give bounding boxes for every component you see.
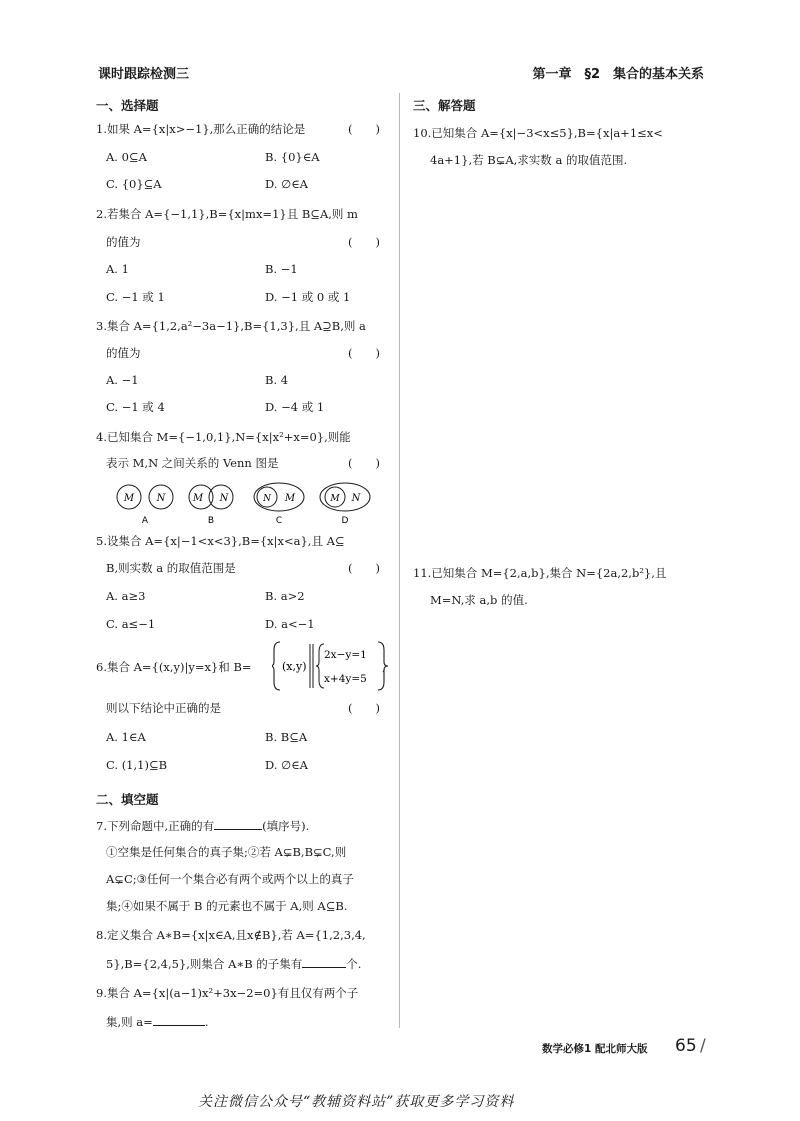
q7-stem [96,818,309,833]
venn-c-caption: C [275,516,283,526]
q6-stem: 6.集合 A={(x,y)|y=x}和 B= [96,660,252,674]
q8-line2 [106,956,361,971]
venn-b-m-label: M [192,493,204,504]
venn-a-caption: A [141,516,149,526]
book-label: 数学必修1 配北师大版 [542,1043,648,1055]
chapter-title: 第一章 §2 集合的基本关系 [532,67,704,82]
q4-answer-paren: ( ) [348,456,380,470]
page-slash: / [700,1036,706,1056]
venn-d-caption: D [341,516,349,526]
venn-c-m-label: M [284,493,296,504]
q9-line1: 9.集合 A={x|(a−1)x²+3x−2=0}有且仅有两个子 [96,986,359,1000]
q9-line2-suffix: . [204,1015,209,1029]
q6-option-b: B. B⊆A [265,730,308,744]
q5-stem: 5.设集合 A={x|−1<x<3},B={x|x<a},且 A⊆ [96,534,345,548]
q11-line1: 11.已知集合 M={2,a,b},集合 N={2a,2,b²},且 [413,566,667,580]
venn-option-b [189,485,233,526]
column-divider [399,93,400,1028]
q1-option-c: C. {0}⊆A [106,177,162,191]
q3-option-c: C. −1 或 4 [106,400,165,414]
q5-option-b: B. a>2 [265,589,305,603]
q9-line2 [106,1014,208,1029]
q3-stem: 3.集合 A={1,2,a²−3a−1},B={1,3},且 A⊇B,则 a [96,319,366,333]
venn-b-caption: B [207,516,215,526]
q6-eq1: 2x−y=1 [324,649,367,661]
venn-option-c [254,483,304,526]
q6-set-b-notation [272,640,390,692]
q2-option-b: B. −1 [265,262,298,276]
q7-line1: ①空集是任何集合的真子集;②若 A⊊B,B⊊C,则 [106,845,347,859]
q6-option-c: C. (1,1)⊆B [106,758,168,772]
venn-a-m-label: M [123,493,135,504]
q3-answer-paren: ( ) [348,346,380,360]
q1-option-d: D. ∅∈A [265,177,308,191]
q3-option-a: A. −1 [106,373,139,387]
q6-option-d: D. ∅∈A [265,758,308,772]
venn-c-n-label: N [263,494,271,504]
venn-a-n-label: N [156,493,166,504]
q7-stem-suffix: (填序号). [262,819,310,833]
q10-line2: 4a+1},若 B⊊A,求实数 a 的取值范围. [430,153,628,167]
q1-option-b: B. {0}∈A [265,150,320,164]
q2-answer-paren: ( ) [348,235,380,249]
q5-option-c: C. a≤−1 [106,617,156,631]
q3-option-b: B. 4 [265,373,289,387]
q5-option-a: A. a≥3 [106,589,146,603]
q3-option-d: D. −4 或 1 [265,400,325,414]
q5-stem-cont: B,则实数 a 的取值范围是 [106,561,236,575]
q8-answer-blank[interactable] [302,956,346,968]
q10-line1: 10.已知集合 A={x|−3<x≤5},B={x|a+1≤x< [413,126,663,140]
venn-option-d [320,483,370,526]
q5-answer-paren: ( ) [348,561,380,575]
venn-option-a [117,485,173,526]
q6-eq2: x+4y=5 [324,673,367,685]
q9-line2-text: 集,则 a= [106,1015,153,1029]
q6-setb-elem: (x,y) [282,660,307,673]
venn-b-n-label: N [219,493,229,504]
q2-option-c: C. −1 或 1 [106,290,165,304]
page-number: 65 [675,1036,697,1056]
q11-line2: M=N,求 a,b 的值. [430,593,528,607]
q2-option-a: A. 1 [106,262,129,276]
q6-stem-cont: 则以下结论中正确的是 [106,701,221,715]
q8-line2-suffix: 个. [346,957,362,971]
section-fill-heading: 二、填空题 [96,792,159,807]
q7-line2: A⊊C;③任何一个集合必有两个或两个以上的真子 [106,872,354,886]
q3-stem-cont: 的值为 [106,346,141,360]
q2-option-d: D. −1 或 0 或 1 [265,290,351,304]
q7-line3: 集;④如果不属于 B 的元素也不属于 A,则 A⊆B. [106,899,348,913]
q1-option-a: A. 0⊆A [106,150,147,164]
venn-d-m-label: M [330,494,340,504]
q1-stem: 1.如果 A={x|x>−1},那么正确的结论是 [96,122,306,136]
q7-stem-text: 7.下列命题中,正确的有 [96,819,215,833]
q1-answer-paren: ( ) [348,122,380,136]
q5-option-d: D. a<−1 [265,617,315,631]
q4-stem-cont: 表示 M,N 之间关系的 Venn 图是 [106,456,279,470]
venn-diagrams [100,478,390,528]
q2-stem: 2.若集合 A={−1,1},B={x|mx=1}且 B⊆A,则 m [96,207,358,221]
lesson-title: 课时跟踪检测三 [98,67,190,82]
q6-answer-paren: ( ) [348,701,380,715]
q7-answer-blank[interactable] [214,818,262,830]
q2-stem-cont: 的值为 [106,235,141,249]
q8-line1: 8.定义集合 A∗B={x|x∈A,且x∉B},若 A={1,2,3,4, [96,928,366,942]
q8-line2-text: 5},B={2,4,5},则集合 A∗B 的子集有 [106,957,303,971]
footer-watermark-note: 关注微信公众号“教辅资料站”获取更多学习资料 [198,1094,515,1110]
venn-d-n-label: N [351,493,361,504]
q4-stem: 4.已知集合 M={−1,0,1},N={x|x²+x=0},则能 [96,430,351,444]
section-answer-heading: 三、解答题 [413,98,476,113]
q6-option-a: A. 1∈A [106,730,146,744]
section-choice-heading: 一、选择题 [96,98,159,113]
q6-comma: , [382,660,386,674]
q9-answer-blank[interactable] [153,1014,205,1026]
